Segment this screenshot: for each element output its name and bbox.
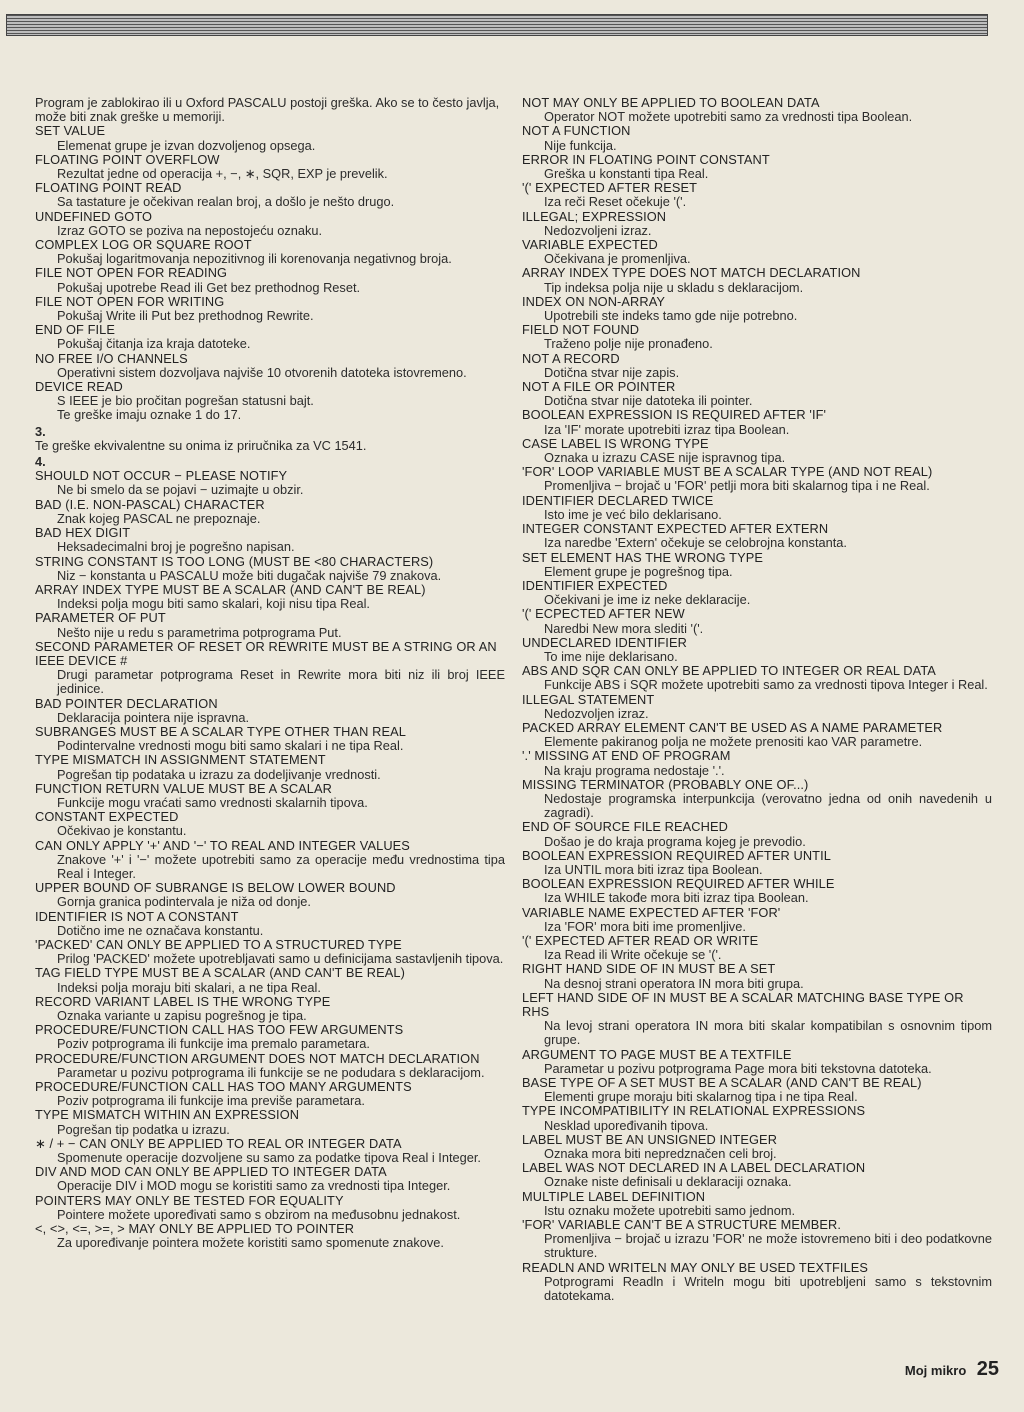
error-message-heading: TYPE MISMATCH WITHIN AN EXPRESSION <box>35 1107 300 1123</box>
error-message-heading: PROCEDURE/FUNCTION ARGUMENT DOES NOT MATCH DECLARATION <box>35 1050 480 1066</box>
error-description: Pokušaj čitanja iza kraja datoteke. <box>57 336 251 352</box>
error-description: Pogrešan tip podatka u izrazu. <box>57 1121 230 1137</box>
section-number: 4. <box>35 454 46 470</box>
error-description: Tip indeksa polja nije u skladu s deklaracijom. <box>544 279 804 295</box>
error-message-heading: BOOLEAN EXPRESSION IS REQUIRED AFTER 'IF' <box>522 407 827 423</box>
error-entry <box>35 1052 505 1080</box>
error-description: Rezultat jedne od operacija +, −, ∗, SQR, EXP je prevelik. <box>57 166 388 182</box>
error-message-heading: DEVICE READ <box>35 379 123 395</box>
error-message-heading: VARIABLE EXPECTED <box>522 237 658 253</box>
error-description: Niz − konstanta u PASCALU može biti dugačak najviše 79 znakova. <box>57 567 442 583</box>
error-description: Poziv potprograma ili funkcije ima previše parametara. <box>57 1093 365 1109</box>
error-message-heading: MULTIPLE LABEL DEFINITION <box>522 1188 706 1204</box>
error-entry <box>522 522 992 550</box>
error-message-heading: CONSTANT EXPECTED <box>35 809 179 825</box>
error-entry <box>35 498 505 526</box>
error-entry <box>522 96 992 124</box>
error-message-heading: PARAMETER OF PUT <box>35 610 166 626</box>
error-message-heading: '.' MISSING AT END OF PROGRAM <box>522 748 731 764</box>
error-description: Iza 'IF' morate upotrebiti izraz tipa Boolean. <box>544 421 790 437</box>
error-message-heading: 'FOR' VARIABLE CAN'T BE A STRUCTURE MEMBER. <box>522 1217 842 1233</box>
error-entry <box>522 1076 992 1104</box>
error-entry <box>522 380 992 408</box>
error-message-heading: LABEL MUST BE AN UNSIGNED INTEGER <box>522 1131 778 1147</box>
error-entry <box>35 380 505 423</box>
error-entry <box>522 1190 992 1218</box>
error-entry <box>522 408 992 436</box>
error-entry <box>35 555 505 583</box>
error-message-heading: BAD POINTER DECLARATION <box>35 695 218 711</box>
error-entry <box>522 266 992 294</box>
error-entry <box>522 323 992 351</box>
error-description: Parametar u pozivu potprograma Page mora biti tekstovna datoteka. <box>544 1060 932 1076</box>
error-entry <box>35 96 505 124</box>
error-entry <box>35 1194 505 1222</box>
error-entry <box>522 906 992 934</box>
error-message-heading: '(' ECPECTED AFTER NEW <box>522 606 685 622</box>
error-entry <box>522 778 992 821</box>
error-message-heading: POINTERS MAY ONLY BE TESTED FOR EQUALITY <box>35 1192 344 1208</box>
magazine-name: Moj mikro <box>904 1363 967 1378</box>
error-message-heading: TYPE INCOMPATIBILITY IN RELATIONAL EXPRESSIONS <box>522 1103 866 1119</box>
error-entry <box>35 295 505 323</box>
error-message-heading: SET ELEMENT HAS THE WRONG TYPE <box>522 549 763 565</box>
error-entry <box>35 266 505 294</box>
error-entry <box>35 1165 505 1193</box>
error-message-heading: FLOATING POINT READ <box>35 180 182 196</box>
error-entry <box>35 1108 505 1136</box>
error-entry <box>522 877 992 905</box>
error-message-heading: PACKED ARRAY ELEMENT CAN'T BE USED AS A NAME PARAMETER <box>522 719 943 735</box>
error-entry <box>522 636 992 664</box>
error-message-heading: ERROR IN FLOATING POINT CONSTANT <box>522 151 770 167</box>
error-description: Funkcije mogu vraćati samo vrednosti skalarnih tipova. <box>57 794 368 810</box>
error-description: Pointere možete upoređivati samo s obzirom na međusobnu jednakost. <box>57 1206 461 1222</box>
error-entry <box>35 323 505 351</box>
error-description: Nije funkcija. <box>544 137 617 153</box>
error-description: Elementi grupe moraju biti skalarnog tipa i ne tipa Real. <box>544 1089 858 1105</box>
error-description: Pokušaj logaritmovanja nepozitivnog ili korenovanja negativnog broja. <box>57 251 452 267</box>
error-entry <box>35 153 505 181</box>
error-description: Podintervalne vrednosti mogu biti samo skalari i ne tipa Real. <box>57 738 404 754</box>
error-entry <box>522 693 992 721</box>
error-description: Dotična stvar nije zapis. <box>544 364 680 380</box>
error-description: Promenljiva − brojač u izrazu 'FOR' ne može istovremeno biti i deo podatkovne strukture. <box>544 1231 992 1261</box>
error-message-heading: BOOLEAN EXPRESSION REQUIRED AFTER WHILE <box>522 876 835 892</box>
error-description: Dotično ime ne označava konstantu. <box>57 922 264 938</box>
page-number: 25 <box>976 1358 999 1380</box>
error-description: Na levoj strani operatora IN mora biti skalar kompatibilan s osnovnim tipom grupe. <box>544 1018 992 1048</box>
error-message-heading: BASE TYPE OF A SET MUST BE A SCALAR (AND CAN'T BE REAL) <box>522 1075 922 1091</box>
error-message-heading: UNDECLARED IDENTIFIER <box>522 634 687 650</box>
error-description: Oznaka mora biti nepredznačen celi broj. <box>544 1146 777 1162</box>
error-description: Potprogrami Readln i Writeln mogu biti upotrebljeni samo s tekstovnim datotekama. <box>544 1273 992 1304</box>
error-entry <box>35 352 505 380</box>
error-description: Greška u konstanti tipa Real. <box>544 166 709 182</box>
error-description: Za upoređivanje pointera možete koristiti samo spomenute znakove. <box>57 1235 444 1251</box>
error-message-heading: ARGUMENT TO PAGE MUST BE A TEXTFILE <box>522 1046 792 1062</box>
error-entry <box>35 810 505 838</box>
error-description: Elemente pakiranog polja ne možete prenositi kao VAR parametre. <box>544 734 923 750</box>
error-entry <box>35 753 505 781</box>
error-description: Operacije DIV i MOD mogu se koristiti samo za vrednosti tipa Integer. <box>57 1178 451 1194</box>
error-message-heading: TAG FIELD TYPE MUST BE A SCALAR (AND CAN'T BE REAL) <box>35 965 405 981</box>
error-entry <box>35 1137 505 1165</box>
error-description: Pokušaj upotrebe Read ili Get bez prethodnog Reset. <box>57 279 361 295</box>
error-entry <box>522 153 992 181</box>
top-stripe-bar <box>6 14 988 36</box>
error-message-heading: ARRAY INDEX TYPE DOES NOT MATCH DECLARATION <box>522 265 861 281</box>
error-entry <box>522 181 992 209</box>
error-message-heading: END OF SOURCE FILE REACHED <box>522 819 728 835</box>
error-message-heading: MISSING TERMINATOR (PROBABLY ONE OF...) <box>522 776 809 792</box>
error-message-heading: 'FOR' LOOP VARIABLE MUST BE A SCALAR TYPE (AND NOT REAL) <box>522 464 933 480</box>
error-description: Heksadecimalni broj je pogrešno napisan. <box>57 539 295 555</box>
error-description: Istu oznaku možete upotrebiti samo jednom. <box>544 1202 796 1218</box>
error-description: Element grupe je pogrešnog tipa. <box>544 563 733 579</box>
error-entry <box>35 210 505 238</box>
error-description: Nedozvoljen izraz. <box>544 705 649 721</box>
error-entry <box>35 1023 505 1051</box>
error-message-heading: COMPLEX LOG OR SQUARE ROOT <box>35 237 252 253</box>
error-description: Deklaracija pointera nije ispravna. <box>57 709 250 725</box>
error-message-heading: FLOATING POINT OVERFLOW <box>35 151 220 167</box>
error-entry <box>522 721 992 749</box>
error-entry <box>522 1048 992 1076</box>
error-message-heading: NOT A FILE OR POINTER <box>522 379 676 395</box>
error-message-heading: FILE NOT OPEN FOR WRITING <box>35 293 225 309</box>
error-message-heading: BAD (I.E. NON-PASCAL) CHARACTER <box>35 496 265 512</box>
error-entry <box>35 455 505 469</box>
error-message-heading: FIELD NOT FOUND <box>522 322 640 338</box>
error-description: Iza Read ili Write očekuje se '('. <box>544 947 722 963</box>
error-description: Iza naredbe 'Extern' očekuje se celobrojna konstanta. <box>544 535 847 551</box>
error-message-heading: ∗ / + − CAN ONLY BE APPLIED TO REAL OR INTEGER DATA <box>35 1135 402 1151</box>
error-entry <box>35 938 505 966</box>
error-entry <box>35 881 505 909</box>
error-description: Očekivani je ime iz neke deklaracije. <box>544 592 751 608</box>
error-message-heading: END OF FILE <box>35 322 116 338</box>
error-message-heading: RECORD VARIANT LABEL IS THE WRONG TYPE <box>35 993 331 1009</box>
error-description: Oznake niste definisali u deklaraciji oznaka. <box>544 1174 792 1190</box>
error-entry <box>522 849 992 877</box>
error-entry <box>35 469 505 497</box>
error-description: Iza WHILE takođe mora biti izraz tipa Boolean. <box>544 890 809 906</box>
error-description: Nesklad upoređivanih tipova. <box>544 1117 709 1133</box>
error-description: Elemenat grupe je izvan dozvoljenog opsega. <box>57 137 316 153</box>
error-description: Ne bi smelo da se pojavi − uzimajte u obzir. <box>57 482 304 498</box>
error-entry <box>522 1161 992 1189</box>
error-message-heading: <, <>, <=, >=, > MAY ONLY BE APPLIED TO POINTER <box>35 1221 355 1237</box>
error-description: Znak kojeg PASCAL ne prepoznaje. <box>57 510 261 526</box>
error-entry <box>35 1080 505 1108</box>
error-entry <box>35 583 505 611</box>
error-description: S IEEE je bio pročitan pogrešan statusni bajt. Te greške imaju oznake 1 do 17. <box>57 393 314 423</box>
error-entry <box>522 991 992 1048</box>
error-entry <box>522 579 992 607</box>
error-description: Parametar u pozivu potprograma ili funkcije se ne podudara s deklaracijom. <box>57 1064 485 1080</box>
error-message-heading: SHOULD NOT OCCUR − PLEASE NOTIFY <box>35 468 288 484</box>
error-description: Spomenute operacije dozvoljene su samo za podatke tipova Real i Integer. <box>57 1150 481 1166</box>
error-description: Promenljiva − brojač u 'FOR' petlji mora biti skalarnog tipa i ne Real. <box>544 478 930 494</box>
error-message-heading: UNDEFINED GOTO <box>35 208 153 224</box>
error-description: Nedostaje programska interpunkcija (verovatno jedna od onih navedenih u zagradi). <box>544 790 992 821</box>
error-entry <box>35 697 505 725</box>
error-entry <box>522 124 992 152</box>
error-message-heading: NOT A RECORD <box>522 350 620 366</box>
error-message-heading: TYPE MISMATCH IN ASSIGNMENT STATEMENT <box>35 752 326 768</box>
error-message-heading: PROCEDURE/FUNCTION CALL HAS TOO FEW ARGUMENTS <box>35 1022 404 1038</box>
error-message-heading: SECOND PARAMETER OF RESET OR REWRITE MUST BE A STRING OR AN IEEE DEVICE # <box>35 638 497 668</box>
error-entry <box>35 910 505 938</box>
error-message-heading: IDENTIFIER IS NOT A CONSTANT <box>35 908 239 924</box>
error-message-heading: SUBRANGES MUST BE A SCALAR TYPE OTHER THAN REAL <box>35 723 406 739</box>
error-message-heading: PROCEDURE/FUNCTION CALL HAS TOO MANY ARGUMENTS <box>35 1079 412 1095</box>
error-message-heading: NOT MAY ONLY BE APPLIED TO BOOLEAN DATA <box>522 95 820 110</box>
error-description: Upotrebili ste indeks tamo gde nije potrebno. <box>544 308 798 324</box>
error-description: Operativni sistem dozvoljava najviše 10 otvorenih datoteka istovremeno. <box>57 364 467 380</box>
error-message-heading: IDENTIFIER EXPECTED <box>522 577 668 593</box>
error-entry <box>522 1104 992 1132</box>
error-entry <box>522 295 992 323</box>
paragraph: Te greške ekvivalentne su onima iz priručnika za VC 1541. <box>35 437 367 453</box>
error-description: Oznaka u izrazu CASE nije ispravnog tipa. <box>544 450 786 466</box>
error-description: Iza 'FOR' mora biti ime promenljive. <box>544 918 746 934</box>
left-text-column <box>35 96 505 1250</box>
error-description: Traženo polje nije pronađeno. <box>544 336 713 352</box>
error-description: Iza UNTIL mora biti izraz tipa Boolean. <box>544 861 763 877</box>
error-message-heading: '(' EXPECTED AFTER RESET <box>522 180 698 196</box>
error-entry <box>522 820 992 848</box>
error-entry <box>522 494 992 522</box>
error-message-heading: ABS AND SQR CAN ONLY BE APPLIED TO INTEGER OR REAL DATA <box>522 663 936 679</box>
paragraph: Program je zablokirao ili u Oxford PASCALU postoji greška. Ako se to često javlja, može biti znak greške u memoriji. <box>35 95 500 125</box>
error-message-heading: ILLEGAL; EXPRESSION <box>522 208 667 224</box>
error-description: Naredbi New mora slediti '('. <box>544 620 704 636</box>
error-entry <box>35 782 505 810</box>
error-message-heading: ILLEGAL STATEMENT <box>522 691 655 707</box>
error-entry <box>35 995 505 1023</box>
error-entry <box>522 934 992 962</box>
error-entry <box>522 1133 992 1161</box>
error-entry <box>522 238 992 266</box>
error-message-heading: UPPER BOUND OF SUBRANGE IS BELOW LOWER BOUND <box>35 880 396 896</box>
error-message-heading: BAD HEX DIGIT <box>35 525 131 541</box>
error-message-heading: STRING CONSTANT IS TOO LONG (MUST BE <80 CHARACTERS) <box>35 553 434 569</box>
error-message-heading: NO FREE I/O CHANNELS <box>35 350 188 366</box>
error-entry <box>35 640 505 697</box>
error-entry <box>522 437 992 465</box>
error-entry <box>35 439 505 453</box>
error-description: Izraz GOTO se poziva na nepostojeću oznaku. <box>57 222 323 238</box>
error-description: Očekivao je konstantu. <box>57 823 187 839</box>
error-entry <box>35 966 505 994</box>
error-message-heading: VARIABLE NAME EXPECTED AFTER 'FOR' <box>522 904 781 920</box>
error-entry <box>522 551 992 579</box>
error-description: Na desnoj strani operatora IN mora biti grupa. <box>544 975 804 991</box>
error-entry <box>35 124 505 152</box>
error-description: Nedozvoljeni izraz. <box>544 222 652 238</box>
error-description: Očekivana je promenljiva. <box>544 251 691 267</box>
error-message-heading: IDENTIFIER DECLARED TWICE <box>522 492 714 508</box>
error-description: Poziv potprograma ili funkcije ima premalo parametara. <box>57 1036 370 1052</box>
error-description: Oznaka variante u zapisu pogrešnog je tipa. <box>57 1008 307 1023</box>
error-entry <box>35 181 505 209</box>
error-description: Drugi parametar potprograma Reset in Rewrite mora biti niz ili broj IEEE jedinice. <box>57 667 505 697</box>
section-number: 3. <box>35 423 46 439</box>
error-entry <box>522 749 992 777</box>
error-description: Nešto nije u redu s parametrima potprograma Put. <box>57 624 342 640</box>
error-description: Na kraju programa nedostaje '.'. <box>544 762 725 778</box>
error-description: Prilog 'PACKED' možete upotrebljavati samo u definicijama sastavljenih tipova. <box>57 951 504 967</box>
error-entry <box>35 526 505 554</box>
error-description: Operator NOT možete upotrebiti samo za vrednosti tipa Boolean. <box>544 109 913 125</box>
error-description: Došao je do kraja programa kojeg je prevodio. <box>544 833 806 849</box>
error-entry <box>35 425 505 439</box>
error-message-heading: '(' EXPECTED AFTER READ OR WRITE <box>522 932 759 948</box>
error-description: Funkcije ABS i SQR možete upotrebiti samo za vrednosti tipova Integer i Real. <box>544 677 988 693</box>
error-description: Indeksi polja mogu biti samo skalari, koji nisu tipa Real. <box>57 596 370 612</box>
error-message-heading: LEFT HAND SIDE OF IN MUST BE A SCALAR MATCHING BASE TYPE OR RHS <box>522 989 964 1019</box>
error-description: Dotična stvar nije datoteka ili pointer. <box>544 393 753 409</box>
error-message-heading: FILE NOT OPEN FOR READING <box>35 265 228 281</box>
error-message-heading: 'PACKED' CAN ONLY BE APPLIED TO A STRUCTURED TYPE <box>35 936 402 952</box>
error-description: To ime nije deklarisano. <box>544 648 678 664</box>
error-message-heading: RIGHT HAND SIDE OF IN MUST BE A SET <box>522 961 776 977</box>
error-message-heading: DIV AND MOD CAN ONLY BE APPLIED TO INTEGER DATA <box>35 1164 387 1180</box>
error-entry <box>35 1222 505 1250</box>
error-description: Sa tastature je očekivan realan broj, a došlo je nešto drugo. <box>57 194 395 210</box>
error-entry <box>522 962 992 990</box>
error-entry <box>522 1218 992 1261</box>
error-message-heading: ARRAY INDEX TYPE MUST BE A SCALAR (AND CAN'T BE REAL) <box>35 581 426 597</box>
error-entry <box>522 607 992 635</box>
error-entry <box>35 725 505 753</box>
error-description: Gornja granica podintervala je niža od donje. <box>57 894 311 910</box>
error-message-heading: LABEL WAS NOT DECLARED IN A LABEL DECLARATION <box>522 1160 866 1176</box>
error-message-heading: INTEGER CONSTANT EXPECTED AFTER EXTERN <box>522 521 829 537</box>
error-entry <box>522 210 992 238</box>
error-message-heading: NOT A FUNCTION <box>522 123 631 139</box>
error-message-heading: READLN AND WRITELN MAY ONLY BE USED TEXTFILES <box>522 1259 869 1275</box>
error-description: Pokušaj Write ili Put bez prethodnog Rewrite. <box>57 308 314 324</box>
error-description: Pogrešan tip podataka u izrazu za dodeljivanje vrednosti. <box>57 766 381 782</box>
error-entry <box>35 839 505 882</box>
error-message-heading: INDEX ON NON-ARRAY <box>522 293 666 309</box>
right-text-column <box>522 96 992 1303</box>
error-description: Znakove '+' i '−' možete upotrebiti samo za operacije među vrednostima tipa Real i Integer. <box>57 851 505 881</box>
error-message-heading: FUNCTION RETURN VALUE MUST BE A SCALAR <box>35 780 332 796</box>
error-message-heading: CASE LABEL IS WRONG TYPE <box>522 435 709 451</box>
error-entry <box>35 611 505 639</box>
page-footer <box>905 1358 999 1381</box>
error-description: Iza reči Reset očekuje '('. <box>544 194 687 210</box>
error-message-heading: CAN ONLY APPLY '+' AND '−' TO REAL AND INTEGER VALUES <box>35 837 410 853</box>
error-message-heading: SET VALUE <box>35 123 106 139</box>
error-entry <box>522 1261 992 1304</box>
error-entry <box>522 465 992 493</box>
error-description: Isto ime je već bilo deklarisano. <box>544 506 722 522</box>
error-entry <box>522 664 992 692</box>
error-description: Indeksi polja moraju biti skalari, a ne tipa Real. <box>57 979 321 995</box>
error-entry <box>522 352 992 380</box>
error-message-heading: BOOLEAN EXPRESSION REQUIRED AFTER UNTIL <box>522 847 831 863</box>
error-entry <box>35 238 505 266</box>
